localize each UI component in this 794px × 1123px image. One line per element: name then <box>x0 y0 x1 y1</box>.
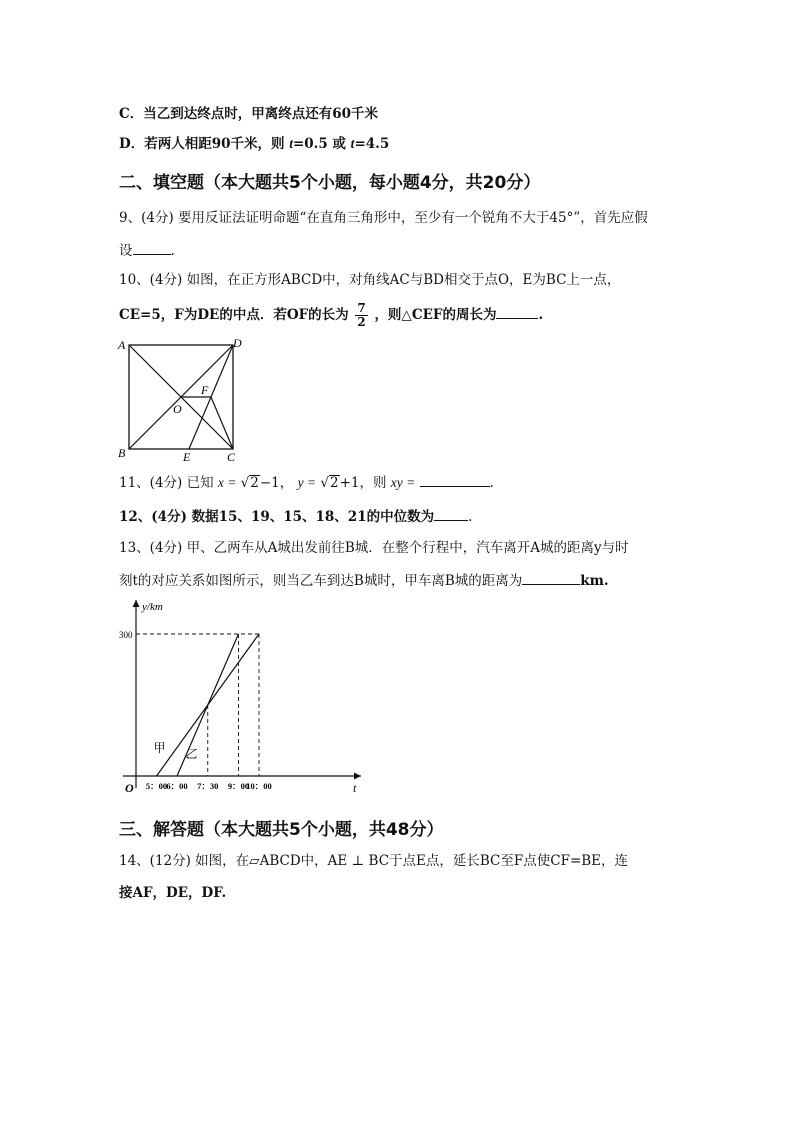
q11-y-tail: +1，则 <box>339 475 387 491</box>
q10-text-b: ，则△CEF的周长为 <box>374 307 497 323</box>
q12-end: . <box>468 509 473 525</box>
q9-line2 <box>119 240 175 261</box>
q14-line1: 14、(12分) 如图，在▱ABCD中，AE ⊥ BC于点E点，延长BC至F点使CF=BE，连 <box>119 853 629 869</box>
x-tick-2: 7：30 <box>197 781 219 791</box>
origin-label: O <box>125 781 134 795</box>
q13-text: 刻t的对应关系如图所示，则当乙车到达B城时，甲车离B城的距离为 <box>119 573 523 589</box>
q11-end: . <box>489 475 494 491</box>
choice-d-var2: t <box>350 136 355 151</box>
q11-y-sqrt: √2 <box>320 475 339 491</box>
label-f: F <box>201 383 209 397</box>
q10-frac-numerator: 7 <box>357 301 366 315</box>
choice-d-suffix: =4.5 <box>354 136 390 152</box>
choice-c: C．当乙到达终点时，甲离终点还有60千米 <box>119 106 379 122</box>
label-a: A <box>118 338 126 352</box>
q10-text-a: CE=5，F为DE的中点．若OF的长为 <box>119 307 349 323</box>
q11-prefix: 11、(4分) 已知 <box>119 475 214 491</box>
q12-line <box>119 506 472 527</box>
q10-line1: 10、(4分) 如图，在正方形ABCD中，对角线AC与BD相交于点O，E为BC上一点， <box>119 272 621 288</box>
q12-answer-blank[interactable] <box>434 506 468 521</box>
square-figure <box>115 335 245 465</box>
q11-x-sqrt: √2 <box>240 475 259 491</box>
x-tick-4: 10：00 <box>246 781 272 791</box>
choice-d-mid: =0.5 或 <box>292 136 346 152</box>
q11-y-expr: y = <box>297 475 317 490</box>
y-axis-label: y/km <box>142 601 163 613</box>
q9-end: . <box>170 243 175 259</box>
q11-x-radicand: 2 <box>250 475 259 491</box>
label-c: C <box>227 450 236 464</box>
q9-line1: 9、(4分) 要用反证法证明命题“在直角三角形中，至少有一个锐角不大于45°”，首先应假 <box>119 210 648 226</box>
q10-line2 <box>119 302 543 329</box>
q13-line1: 13、(4分) 甲、乙两车从A城出发前往B城．在整个行程中，汽车离开A城的距离y与时 <box>119 540 629 556</box>
series-label-yi: 乙 <box>185 747 198 761</box>
label-o: O <box>173 402 182 416</box>
q14-line2: 接AF，DE，DF. <box>119 885 227 901</box>
label-e: E <box>183 450 191 464</box>
q13-unit: km. <box>580 573 609 589</box>
q13-line2 <box>119 570 609 591</box>
q10-end: . <box>538 307 544 323</box>
q12-text: 12、(4分) 数据15、19、15、18、21的中位数为 <box>119 509 435 525</box>
q11-x-tail: −1， <box>259 475 294 491</box>
q10-frac-denominator: 2 <box>357 315 366 329</box>
x-tick-0: 5：00 <box>145 781 168 791</box>
x-tick-1: 6：00 <box>166 781 188 791</box>
section3-title: 三、解答题（本大题共5个小题，共48分） <box>119 820 444 840</box>
q9-answer-blank[interactable] <box>133 240 171 255</box>
x-axis-label: t <box>353 781 357 795</box>
q10-fraction <box>355 302 367 329</box>
label-d: D <box>233 336 242 350</box>
section2-title: 二、填空题（本大题共5个小题，每小题4分，共20分） <box>119 173 541 193</box>
series-label-jia: 甲 <box>153 741 166 755</box>
q11-xy: xy = <box>390 475 416 490</box>
q11-x-expr: x = <box>217 475 237 490</box>
choice-d-prefix: D．若两人相距90千米，则 <box>119 136 285 152</box>
choice-d <box>119 134 389 154</box>
q9-prefix: 设 <box>119 243 133 259</box>
q13-answer-blank[interactable] <box>522 570 580 585</box>
x-tick-3: 9：00 <box>227 781 250 791</box>
segment-fc <box>211 397 233 449</box>
y-tick-300: 300 <box>119 630 133 640</box>
travel-chart <box>115 596 370 796</box>
q10-answer-blank[interactable] <box>496 304 538 319</box>
label-b: B <box>118 446 126 460</box>
choice-d-var1: t <box>289 136 293 151</box>
q11-y-radicand: 2 <box>329 475 339 491</box>
q11-line <box>119 472 494 493</box>
q11-answer-blank[interactable] <box>420 472 490 487</box>
